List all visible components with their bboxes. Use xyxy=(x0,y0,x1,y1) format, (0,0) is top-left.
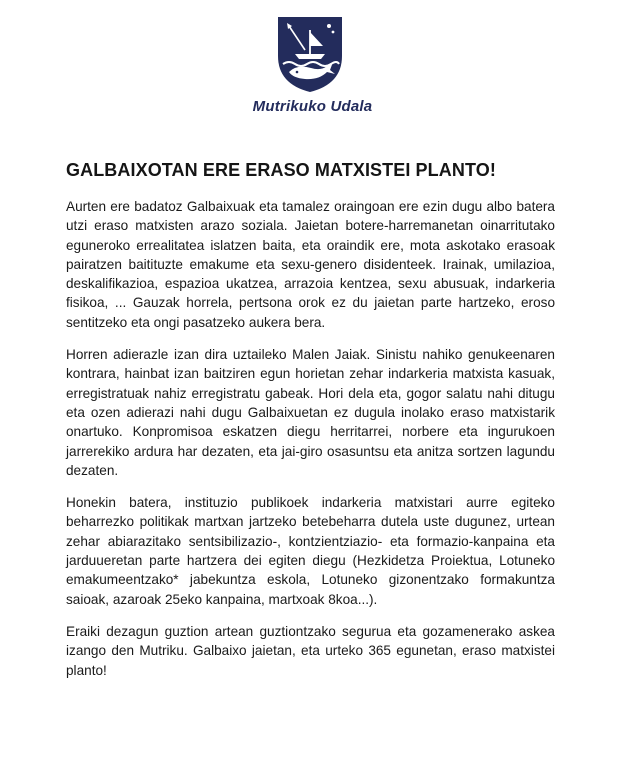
document-body xyxy=(66,197,555,693)
paragraph: Aurten ere badatoz Galbaixuak eta tamalez oraingoan ere ezin dugu albo batera utzi eraso matxisten arazo soziala. Jaietan botere-harremanetan oinarritutako eguneroko errealitatea islatzen baita, eta oraindik ere, mota askotako erasoak pairatzen baitituzte emakume eta sexu-genero disidenteek. Irainak, umilazioa, deskalifikazioa, espazioa ukatzea, arrazoia kentzea, sexu abusuak, indarkeria fisikoa, ... Gauzak horrela, pertsona orok ez du jaietan parte hartzeko, eroso sentitzeko eta ongi pasatzeko aukera bera. xyxy=(66,199,555,330)
paragraph: Eraiki dezagun guztion artean guztiontzako segurua eta gozamenerako askea izango den Mutriku. Galbaixo jaietan, eta urteko 365 egunetan, eraso matxistei planto! xyxy=(66,623,555,678)
header xyxy=(0,14,619,115)
paragraph: Honekin batera, instituzio publikoek indarkeria matxistari aurre egiteko beharrezko politikak martxan jartzeko betebeharra dutela uste dugunez, urtean zehar abiarazitako sentsibilizazio-, kontzientziazio- eta formazio-kanpaina eta jarduueretan parte hartzera dei egiten diegu (Hezkidetza Proiektua, Lotuneko emakumeentzako* jabekuntza eskola, Lotuneko gizonentzako formakuntza saioak, azaroak 25eko kanpaina, martxoak 8koa...). xyxy=(66,495,555,607)
municipal-crest-logo xyxy=(275,14,345,94)
organization-name: Mutrikuko Udala xyxy=(252,98,373,115)
paragraph: Horren adierazle izan dira uztaileko Malen Jaiak. Sinistu nahiko genukeenaren kontrara, hainbat izan baitziren egun horietan zehar indarkeria matxista kasuak, erregistratuak nahiz erregistratu gabeak. Hori dela eta, gogor salatu nahi ditugu eta ozen adierazi nahi dugu Galbaixuetan ez dugula inolako eraso matxistarik onartuko. Konpromisoa eskatzen diegu herritarrei, norbere eta ingurukoen jarrerekiko ardura har dezaten, eta jai-giro osasuntsu eta anitza sortzen lagundu dezaten. xyxy=(66,347,555,478)
document-title: GALBAIXOTAN ERE ERASO MATXISTEI PLANTO! xyxy=(66,160,496,180)
